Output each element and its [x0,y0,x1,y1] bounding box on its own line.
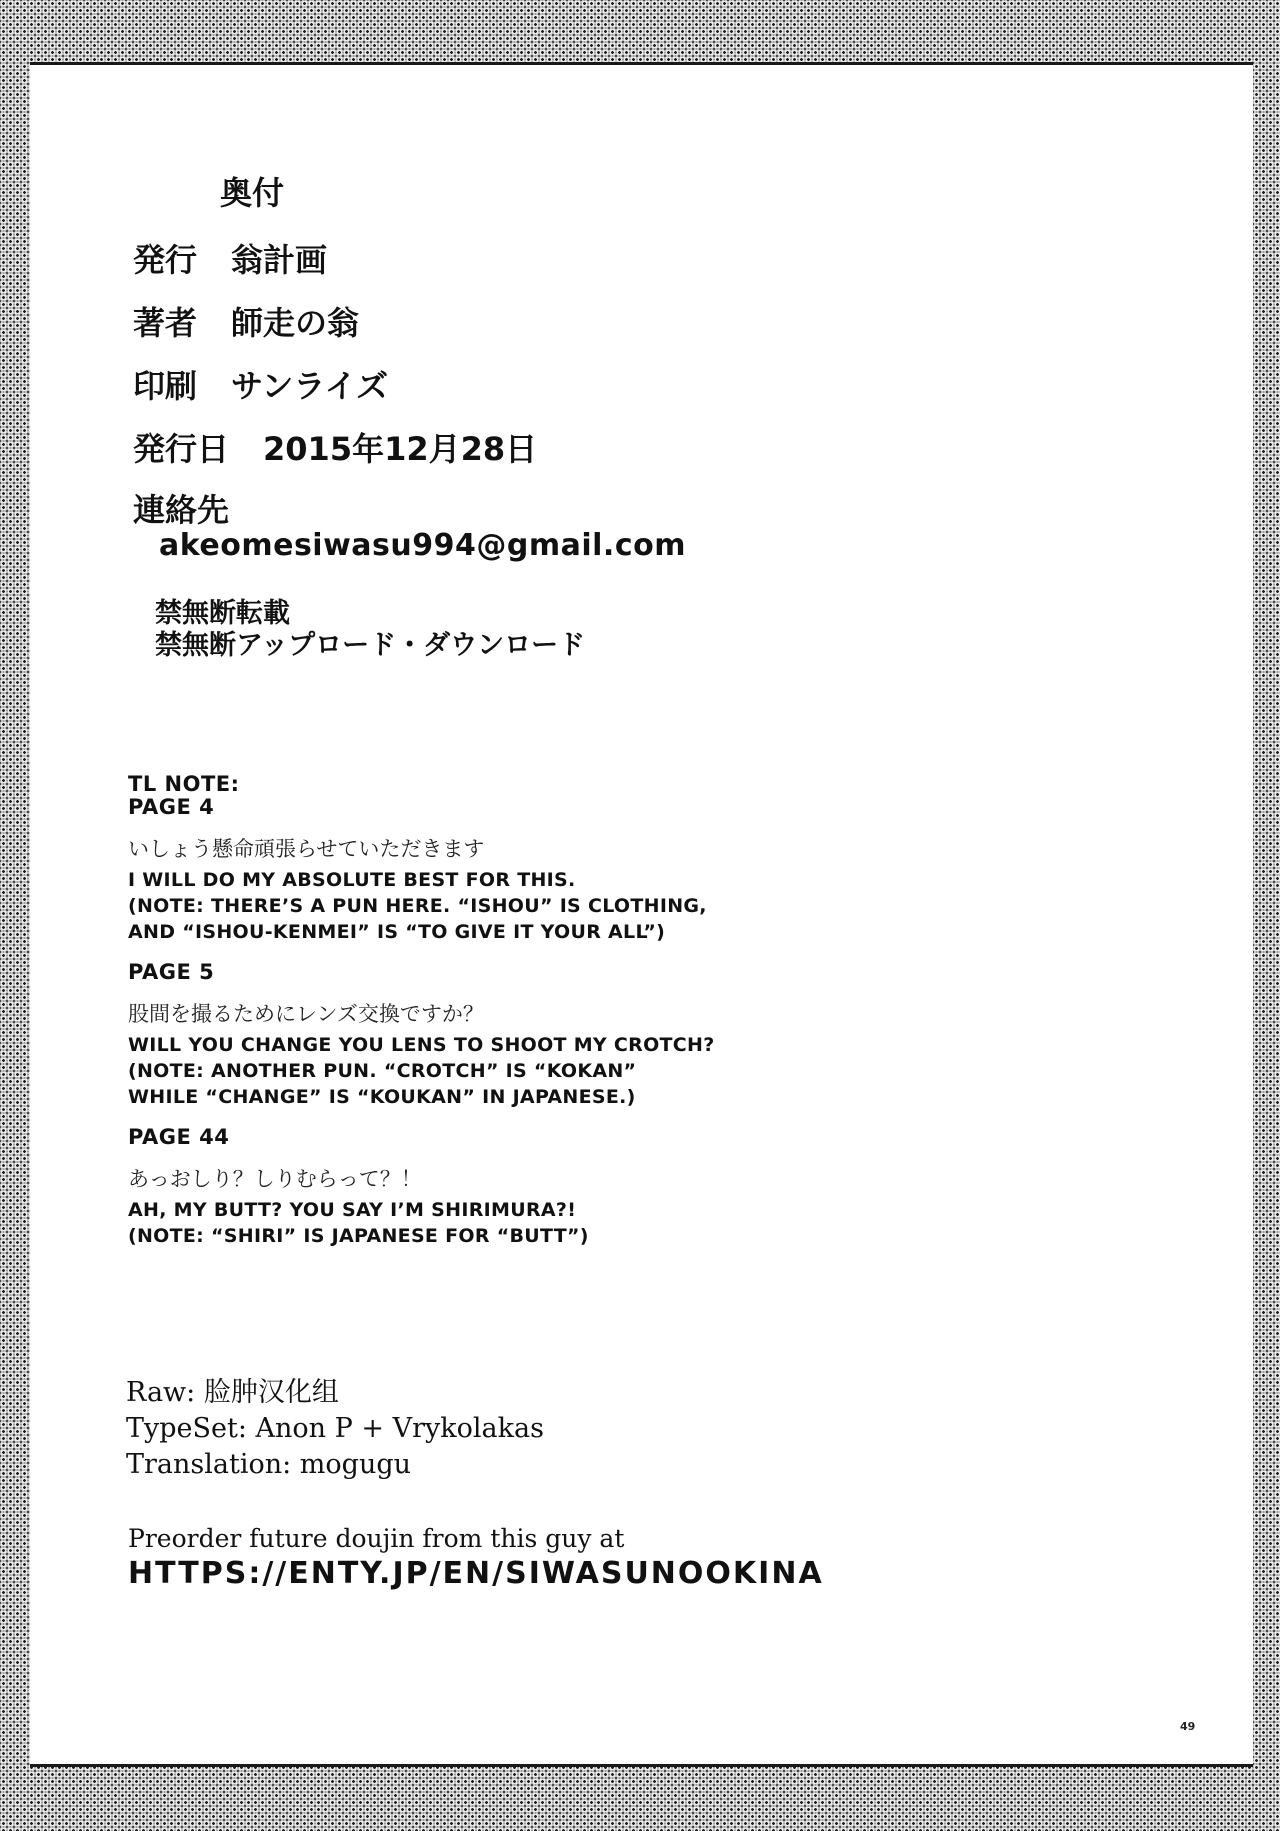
credit-line-typeset: TypeSet: Anon P + Vrykolakas [126,1413,544,1444]
english-line: (NOTE: ANOTHER PUN. “CROTCH” IS “KOKAN” [128,1060,637,1082]
doujin-colophon-page [30,62,1253,1767]
english-line: (NOTE: THERE’S A PUN HERE. “ISHOU” IS CLOTHING, [128,895,707,917]
colophon-row-label: 発行日 [133,430,230,468]
colophon-section [133,173,686,662]
printer-row [133,366,686,406]
japanese-line: いしょう懸命頑張らせていただきます [128,837,485,861]
english-line: I WILL DO MY ABSOLUTE BEST FOR THIS. [128,869,576,891]
contact-label: 連絡先 [133,491,230,529]
english-line: AH, MY BUTT? YOU SAY I’M SHIRIMURA?! [128,1199,577,1221]
upload-notice: 禁無断アップロード・ダウンロード [155,630,586,661]
colophon-row-value: 師走の翁 [231,304,360,342]
english-line: AND “ISHOU-KENMEI” IS “TO GIVE IT YOUR ALL”) [128,921,666,943]
preorder-section [128,1521,824,1592]
english-line: WHILE “CHANGE” IS “KOUKAN” IN JAPANESE.) [128,1086,636,1108]
tl-note-section-page4 [128,796,715,945]
colophon-row-label: 発行 [133,241,198,279]
publisher-row [133,240,686,280]
tl-note-heading: TL NOTE: [128,772,240,796]
credit-line-translation: Translation: mogugu [126,1449,412,1480]
colophon-row-value: 2015年12月28日 [263,430,538,468]
credit-line-raw: Raw: 脸肿汉化组 [126,1377,339,1408]
english-line: (NOTE: “SHIRI” IS JAPANESE FOR “BUTT”) [128,1225,589,1247]
colophon-row-label: 著者 [133,304,198,342]
english-line: WILL YOU CHANGE YOU LENS TO SHOOT MY CROTCH? [128,1034,715,1056]
publish-date-row [133,429,686,469]
tl-note-section-page44 [128,1126,715,1249]
page-label: PAGE 5 [128,960,215,984]
page-label: PAGE 44 [128,1125,230,1149]
colophon-row-label: 印刷 [133,367,198,405]
tl-notes-section [128,773,715,1249]
colophon-row-value: サンライズ [231,367,389,405]
colophon-row-value: 翁計画 [231,241,328,279]
japanese-line: あっおしり？しりむらって？！ [128,1167,422,1191]
tl-note-section-page5 [128,961,715,1110]
page-label: PAGE 4 [128,795,215,819]
preorder-text: Preorder future doujin from this guy at [128,1524,625,1553]
author-row [133,303,686,343]
page-number: 49 [1180,1720,1196,1733]
copyright-notices [155,598,686,662]
contact-email: akeomesiwasu994@gmail.com [159,528,686,563]
credits-section [126,1375,544,1483]
reprint-notice: 禁無断転載 [155,598,290,629]
colophon-title: 奥付 [220,174,285,212]
japanese-line: 股間を撮るためにレンズ交換ですか？ [128,1002,484,1026]
preorder-url: HTTPS://ENTY.JP/EN/SIWASUNOOKINA [128,1556,824,1591]
